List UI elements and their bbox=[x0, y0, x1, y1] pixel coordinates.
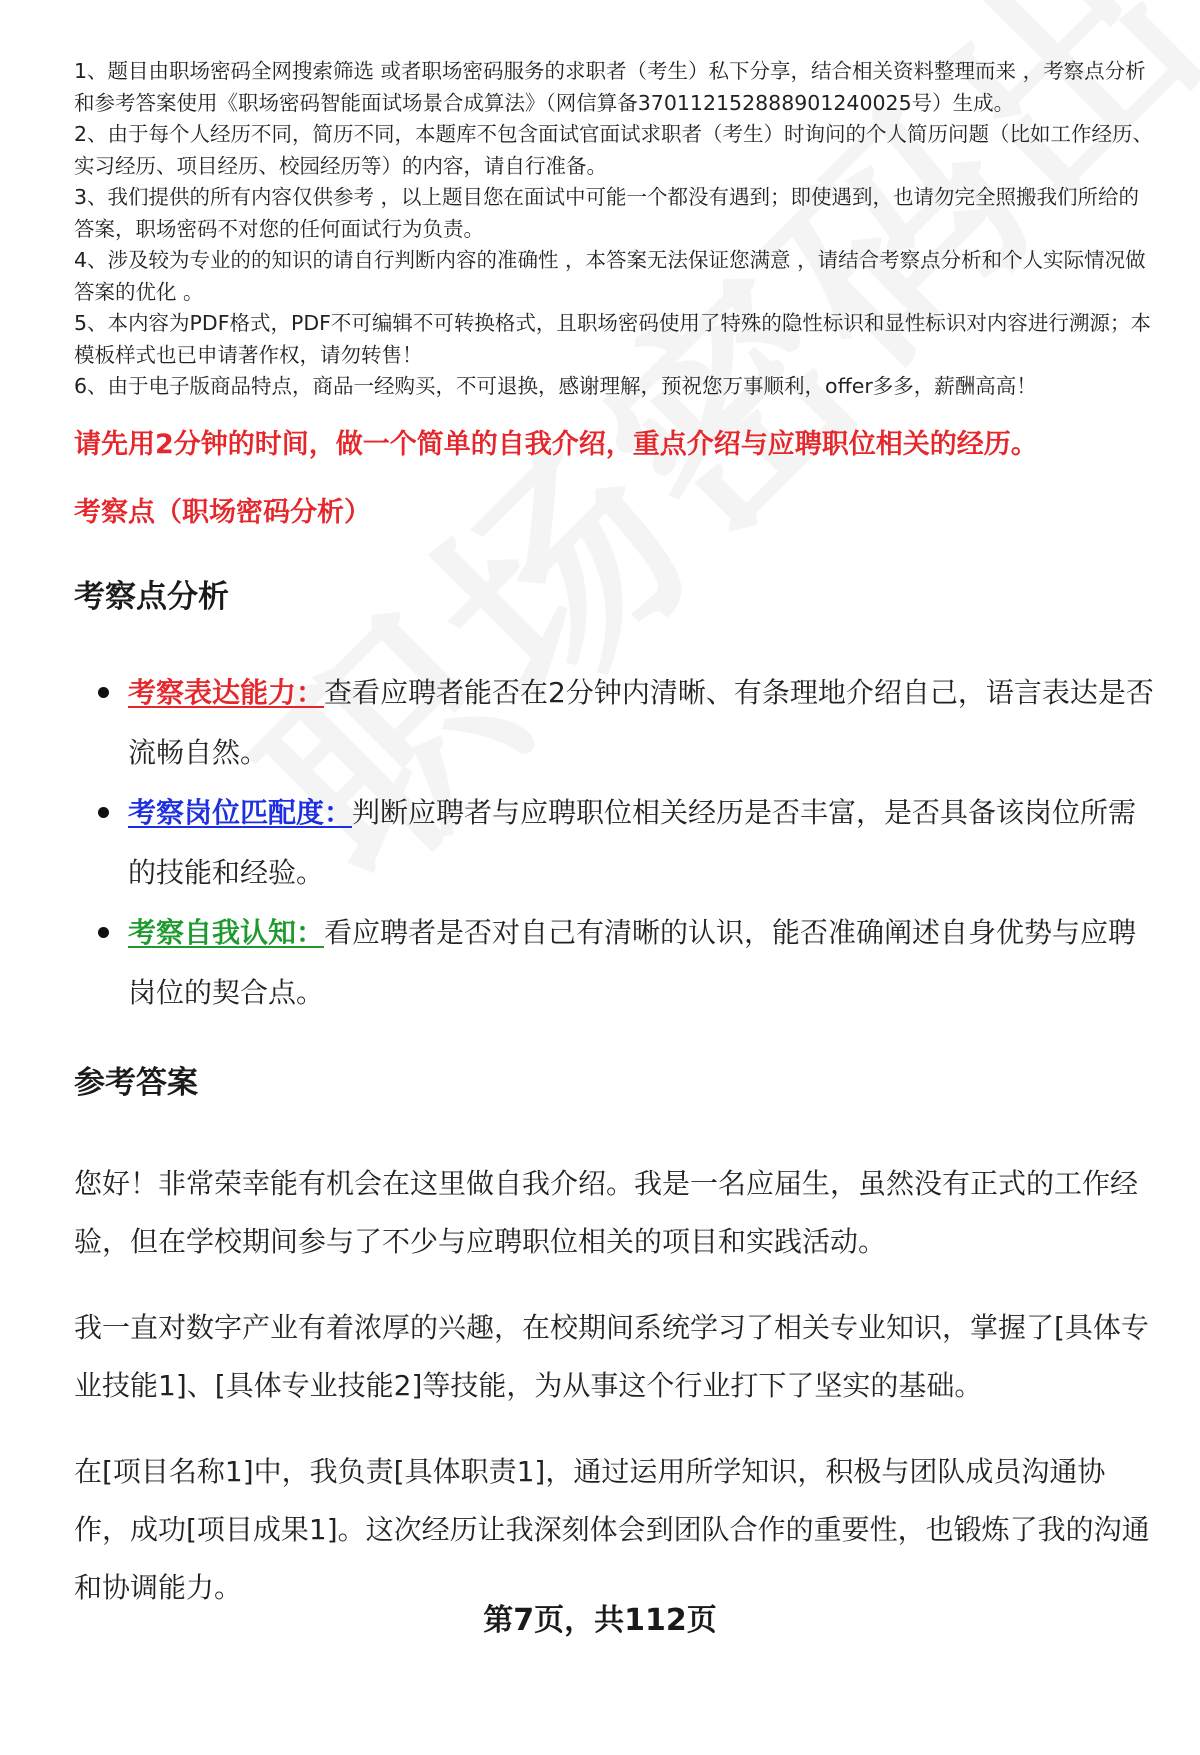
disclaimer-item: 3、我们提供的所有内容仅供参考 ，以上题目您在面试中可能一个都没有遇到；即使遇到，也请勿完全照搬我们所给的答案，职场密码不对您的任何面试行为负责。 bbox=[74, 185, 1140, 241]
analysis-point bbox=[74, 663, 1156, 783]
document-page bbox=[74, 56, 1156, 1617]
analysis-point bbox=[74, 903, 1156, 1023]
disclaimer-item: 6、由于电子版商品特点，商品一经购买，不可退换，感谢理解，预祝您万事顺利，offer多多，薪酬高高！ bbox=[74, 374, 1037, 398]
bullet-icon bbox=[98, 927, 109, 938]
kaocha-label: 考察点（职场密码分析） bbox=[74, 496, 371, 528]
point-text: 查看应聘者能否在2分钟内清晰、有条理地介绍自己，语言表达是否流畅自然。 bbox=[128, 675, 1154, 769]
point-title: 考察表达能力： bbox=[128, 675, 325, 709]
point-title: 考察岗位匹配度： bbox=[128, 795, 353, 829]
analysis-points bbox=[74, 663, 1156, 1023]
analysis-point bbox=[74, 783, 1156, 903]
answer-heading: 参考答案 bbox=[74, 1064, 198, 1101]
page-number: 第7页，共112页 bbox=[483, 1603, 717, 1638]
point-title: 考察自我认知： bbox=[128, 915, 325, 949]
point-text: 看应聘者是否对自己有清晰的认识，能否准确阐述自身优势与应聘岗位的契合点。 bbox=[128, 915, 1137, 1009]
disclaimer bbox=[74, 56, 1156, 403]
disclaimer-item: 4、涉及较为专业的的知识的请自行判断内容的准确性 ，本答案无法保证您满意 ，请结合考察点分析和个人实际情况做答案的优化 。 bbox=[74, 248, 1146, 304]
answer-paragraph: 在[项目名称1]中，我负责[具体职责1]，通过运用所学知识，积极与团队成员沟通协作，成功[项目成果1]。这次经历让我深刻体会到团队合作的重要性，也锻炼了我的沟通和协调能力。 bbox=[74, 1454, 1150, 1604]
bullet-icon bbox=[98, 807, 109, 818]
point-text: 判断应聘者与应聘职位相关经历是否丰富，是否具备该岗位所需的技能和经验。 bbox=[128, 795, 1137, 889]
bullet-icon bbox=[98, 687, 109, 698]
analysis-heading: 考察点分析 bbox=[74, 578, 229, 615]
interview-question: 请先用2分钟的时间，做一个简单的自我介绍，重点介绍与应聘职位相关的经历。 bbox=[74, 428, 1038, 460]
disclaimer-item: 2、由于每个人经历不同，简历不同，本题库不包含面试官面试求职者（考生）时询问的个人简历问题（比如工作经历、实习经历、项目经历、校园经历等）的内容，请自行准备。 bbox=[74, 122, 1154, 178]
disclaimer-item: 1、题目由职场密码全网搜索筛选 或者职场密码服务的求职者（考生）私下分享，结合相关资料整理而来 ，考察点分析和参考答案使用《职场密码智能面试场景合成算法》（网信算备370112152888901240025号）生成。 bbox=[74, 59, 1146, 115]
answer-paragraph: 您好！非常荣幸能有机会在这里做自我介绍。我是一名应届生，虽然没有正式的工作经验，但在学校期间参与了不少与应聘职位相关的项目和实践活动。 bbox=[74, 1166, 1139, 1258]
answer-paragraph: 我一直对数字产业有着浓厚的兴趣，在校期间系统学习了相关专业知识，掌握了[具体专业技能1]、[具体专业技能2]等技能，为从事这个行业打下了坚实的基础。 bbox=[74, 1310, 1149, 1402]
disclaimer-item: 5、本内容为PDF格式，PDF不可编辑不可转换格式，且职场密码使用了特殊的隐性标识和显性标识对内容进行溯源；本模板样式也已申请著作权，请勿转售！ bbox=[74, 311, 1151, 367]
answer-body bbox=[74, 1155, 1156, 1617]
